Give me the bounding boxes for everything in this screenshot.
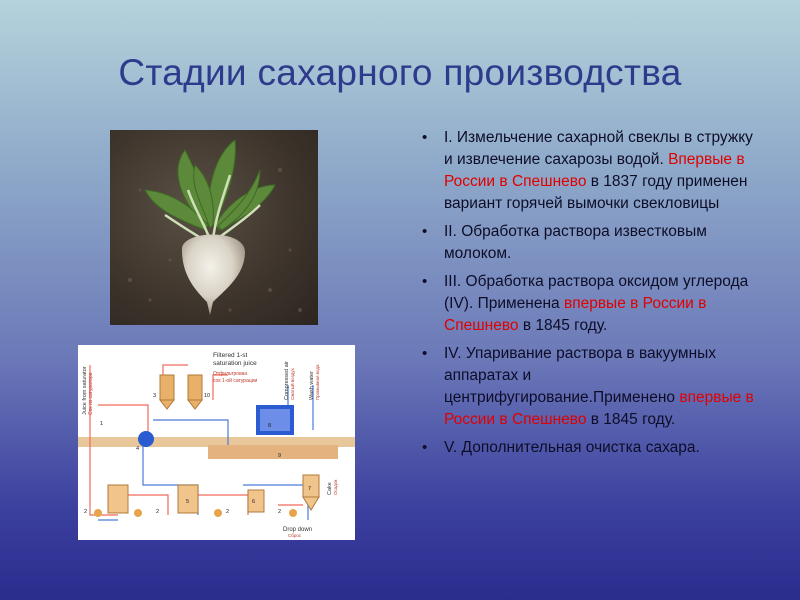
num-9: 9 (278, 453, 282, 459)
label-drop-down-ru: Сброс (288, 533, 302, 538)
stage-4-highlight: впервые в России в Спешнево (444, 389, 754, 428)
num-2a: 2 (84, 509, 88, 515)
tank-1 (108, 485, 128, 513)
num-3: 3 (153, 393, 157, 399)
tank-6 (248, 490, 264, 512)
num-5: 5 (186, 499, 190, 505)
tank-3 (160, 375, 174, 400)
sugar-beet-photo (110, 130, 318, 325)
label-filtered-juice-2: saturation juice (213, 360, 257, 367)
bullet-marker: • (422, 273, 428, 290)
label-filtered-juice-1: Filtered 1-st (213, 352, 248, 359)
label-filtered-juice-ru-2: сок 1-ой сатурации (213, 378, 258, 384)
stage-3-text: III. Обработка раствора оксидом углерода (IV). Применена (444, 273, 749, 312)
stages-list (420, 127, 760, 465)
num-10: 10 (204, 393, 211, 399)
num-2d: 2 (278, 509, 282, 515)
tank-10 (188, 375, 202, 400)
label-wash-water: Wash water (309, 371, 315, 400)
num-4: 4 (136, 446, 140, 452)
stage-3-text-end: в 1845 году. (518, 317, 608, 334)
pump-4 (138, 431, 154, 447)
label-compressed-air: Compressed air (284, 361, 290, 400)
label-compressed-air-ru: Сжатый воздух (290, 368, 295, 400)
stage-2-text: II. Обработка раствора известковым молоком. (444, 223, 707, 262)
label-wash-water-ru: Промывная вода (315, 364, 320, 400)
stage-item-2 (420, 221, 760, 265)
label-drop-down: Drop down (283, 527, 313, 533)
label-juice-from-saturator: Juice from saturator (82, 366, 88, 415)
num-7: 7 (308, 486, 312, 492)
slide-title: Стадии сахарного производства (118, 52, 682, 93)
bullet-marker: • (422, 223, 428, 240)
stage-item-4 (420, 343, 760, 431)
stage-item-1 (420, 127, 760, 215)
stage-item-5 (420, 437, 760, 459)
stage-3-highlight: впервые в России в Спешнево (444, 295, 707, 334)
num-6: 6 (252, 499, 256, 505)
label-cake-ru: Осадок (333, 479, 338, 495)
bullet-marker: • (422, 345, 428, 362)
stage-1-text: I. Измельчение сахарной свеклы в стружку и извлечение сахарозы водой. (444, 129, 753, 168)
conveyor-9 (208, 445, 338, 459)
sugar-beet-illustration (110, 130, 318, 325)
stage-item-3 (420, 271, 760, 337)
label-juice-from-saturator-ru: Сок из сатуратора (88, 372, 94, 415)
stage-1-highlight: Впервые в России в Спешнево (444, 151, 745, 190)
stage-4-text: IV. Упаривание раствора в вакуумных аппаратах и центрифугирование.Применено (444, 345, 717, 406)
bullet-marker: • (422, 129, 428, 146)
stage-4-text-end: в 1845 году. (586, 411, 676, 428)
label-filtered-juice-ru-1: Отфильтрован. (213, 371, 249, 377)
bullet-marker: • (422, 439, 428, 456)
stage-5-text: V. Дополнительная очистка сахара. (444, 439, 700, 456)
num-2c: 2 (226, 509, 230, 515)
stage-1-text-end: в 1837 году применен вариант горячей вымочки свекловицы (444, 173, 748, 212)
sugar-production-schematic (78, 345, 355, 540)
label-cake: Cake (327, 482, 333, 495)
num-8: 8 (268, 423, 272, 429)
process-diagram (78, 345, 355, 540)
num-1: 1 (100, 421, 104, 427)
num-2b: 2 (156, 509, 160, 515)
